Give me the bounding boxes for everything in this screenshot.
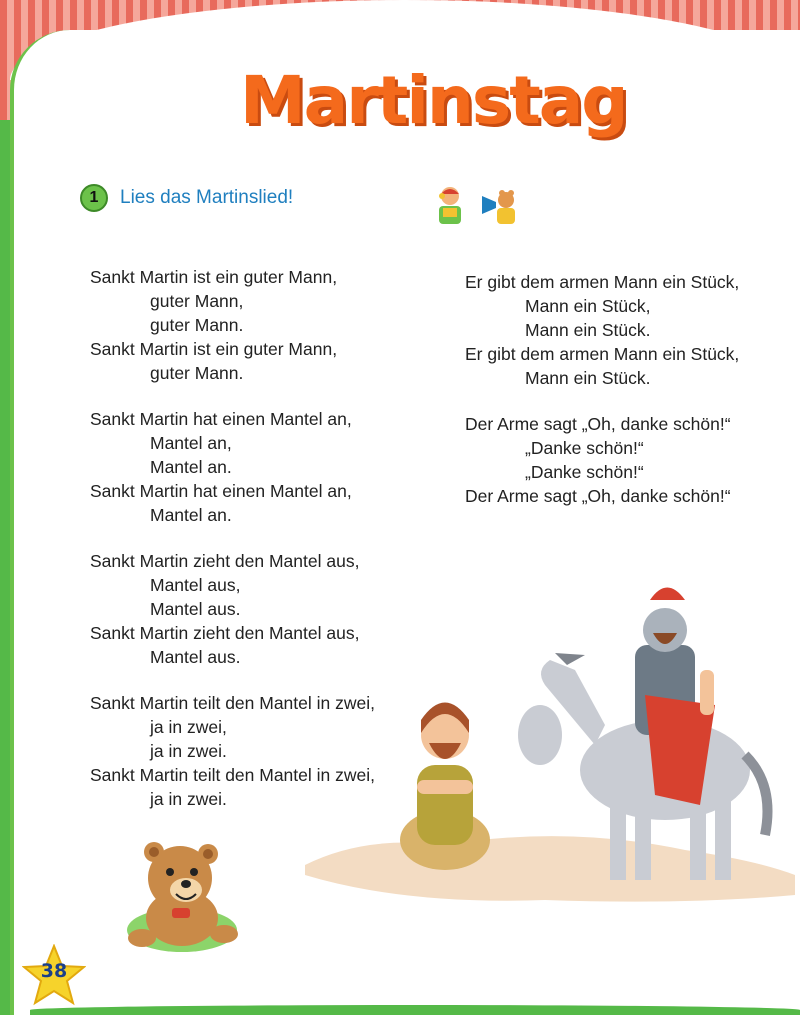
song-line: Mantel an. — [150, 457, 232, 477]
song-line: „Danke schön!“ — [525, 462, 644, 482]
song-line: Sankt Martin hat einen Mantel an, — [90, 481, 352, 501]
song-verse — [465, 270, 739, 390]
song-line: Mantel an. — [150, 505, 232, 525]
song-line: guter Mann. — [150, 363, 244, 383]
song-column-right — [465, 270, 739, 530]
activity-icons — [432, 184, 518, 226]
song-line: Sankt Martin teilt den Mantel in zwei, — [90, 693, 375, 713]
song-line: Mantel an, — [150, 433, 232, 453]
song-line: Sankt Martin zieht den Mantel aus, — [90, 623, 360, 643]
saint-martin-scene-illustration — [305, 575, 795, 915]
kid-megaphone-icon — [482, 184, 518, 226]
song-line: Sankt Martin zieht den Mantel aus, — [90, 551, 360, 571]
page-number: 38 — [40, 960, 68, 982]
song-line: guter Mann, — [150, 291, 244, 311]
task-text: Lies das Martinslied! — [120, 187, 294, 208]
song-line: Mantel aus. — [150, 647, 241, 667]
task-number-badge: 1 — [80, 184, 108, 212]
song-line: Der Arme sagt „Oh, danke schön!“ — [465, 486, 731, 506]
song-line: Mantel aus. — [150, 599, 241, 619]
beggar-figure — [400, 703, 490, 871]
task-instruction — [80, 184, 293, 212]
song-line: Der Arme sagt „Oh, danke schön!“ — [465, 414, 731, 434]
song-line: guter Mann. — [150, 315, 244, 335]
kid-reading-icon — [432, 184, 468, 226]
bottom-green-edge — [30, 1005, 800, 1015]
song-line: „Danke schön!“ — [525, 438, 644, 458]
song-line: Sankt Martin ist ein guter Mann, — [90, 339, 338, 359]
page-title: Martinstag — [240, 62, 627, 139]
song-line: ja in zwei, — [150, 717, 227, 737]
song-line: Er gibt dem armen Mann ein Stück, — [465, 344, 740, 364]
song-verse — [90, 407, 375, 527]
song-line: ja in zwei. — [150, 741, 227, 761]
song-line: Er gibt dem armen Mann ein Stück, — [465, 272, 740, 292]
song-line: ja in zwei. — [150, 789, 227, 809]
song-verse — [465, 412, 739, 508]
song-line: Mann ein Stück. — [525, 368, 651, 388]
song-line: Sankt Martin teilt den Mantel in zwei, — [90, 765, 375, 785]
song-line: Mann ein Stück. — [525, 320, 651, 340]
song-line: Mann ein Stück, — [525, 296, 651, 316]
teddy-bear-illustration — [120, 830, 250, 960]
song-verse — [90, 265, 375, 385]
song-line: Sankt Martin ist ein guter Mann, — [90, 267, 338, 287]
song-line: Sankt Martin hat einen Mantel an, — [90, 409, 352, 429]
song-line: Mantel aus, — [150, 575, 241, 595]
